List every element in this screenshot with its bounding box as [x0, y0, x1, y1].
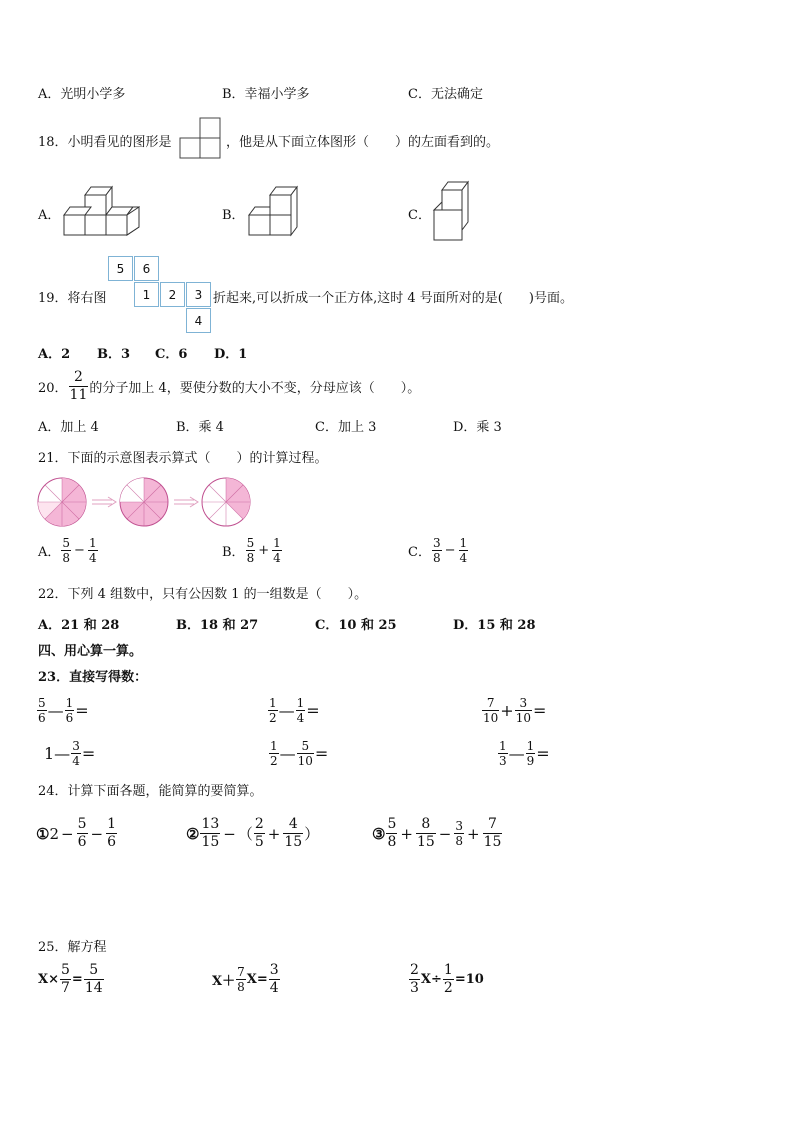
q20-stem — [38, 369, 420, 404]
fraction-denominator: 8 — [455, 834, 463, 848]
fraction — [106, 816, 117, 851]
fraction-numerator: 1 — [270, 739, 278, 753]
equals-sign: = — [532, 701, 547, 720]
fraction-denominator: 6 — [65, 711, 74, 725]
fraction-denominator: 4 — [459, 551, 468, 565]
fraction-denominator: 4 — [273, 551, 281, 565]
operator: − — [438, 824, 452, 843]
q18-option-c-figure — [430, 180, 478, 244]
q24-text: 24．计算下面各题，能简算的要简算。 — [38, 784, 263, 799]
q19-label: 19．将右图 — [38, 291, 107, 306]
operator: − — [61, 824, 74, 843]
q23-item — [36, 696, 89, 725]
fraction-numerator: 5 — [62, 536, 71, 550]
fraction — [37, 696, 47, 725]
fraction-denominator: 11 — [69, 387, 88, 403]
fraction — [272, 536, 282, 565]
fraction-denominator: 6 — [107, 834, 116, 850]
fraction-numerator: 1 — [443, 962, 453, 978]
fraction-denominator: 8 — [387, 834, 397, 850]
q17-option-a: A．光明小学多 — [38, 87, 126, 102]
q21-pie-diagram — [36, 476, 256, 528]
eq-sign: = — [71, 972, 83, 987]
fraction-denominator: 7 — [60, 980, 70, 996]
fraction-denominator: 6 — [77, 834, 87, 850]
fraction-denominator: 8 — [432, 551, 441, 565]
q19-option-d: D．1 — [214, 347, 248, 362]
paren: （ — [237, 825, 253, 843]
fraction-denominator: 2 — [270, 754, 278, 768]
operator: — — [278, 701, 295, 720]
expr-term: 2 — [49, 824, 59, 843]
circled-number: ① — [36, 824, 50, 843]
q18-text-a: 18．小明看见的图形是 — [38, 135, 172, 150]
fraction — [515, 696, 532, 725]
fraction-numerator: 1 — [459, 536, 468, 550]
fraction — [254, 816, 265, 851]
q18-option-b: B． — [222, 208, 245, 223]
fraction-numerator: 5 — [387, 816, 397, 832]
arrow-2 — [174, 497, 198, 507]
fraction-denominator: 8 — [62, 551, 71, 565]
q20-option-a: A．加上 4 — [38, 420, 99, 435]
fraction-denominator: 15 — [201, 834, 220, 850]
q19-option-c: C．6 — [155, 347, 188, 362]
operator: − — [444, 543, 456, 558]
fraction-denominator: 2 — [269, 711, 277, 725]
fraction-numerator: 5 — [60, 962, 70, 978]
eq-rhs: =10 — [454, 972, 484, 987]
pie-3 — [202, 478, 250, 526]
fraction-numerator: 5 — [89, 962, 99, 978]
operator: + — [500, 701, 514, 720]
operator: + — [267, 824, 281, 843]
fraction — [283, 816, 303, 851]
fraction-numerator: 2 — [410, 962, 419, 978]
net-cell: 4 — [186, 308, 211, 333]
eq-term: X= — [246, 972, 268, 987]
q21-option-c — [408, 536, 469, 565]
q25-eq-2 — [212, 962, 281, 997]
fraction — [297, 739, 314, 768]
circled-number: ② — [186, 824, 200, 843]
q19-option-a: A．2 — [38, 347, 71, 362]
fraction-numerator: 1 — [296, 696, 305, 710]
operator: — — [508, 744, 525, 763]
q23-item — [268, 739, 328, 768]
q24-expr-2 — [186, 816, 319, 851]
fraction-denominator: 2 — [443, 980, 453, 996]
fraction-numerator: 7 — [486, 696, 495, 710]
fraction-denominator: 8 — [237, 980, 245, 994]
q20-text: 的分子加上 4，要使分数的大小不变，分母应该（ ）。 — [89, 381, 421, 396]
fraction — [84, 962, 104, 997]
operator: + — [258, 543, 270, 558]
fraction-numerator: 4 — [288, 816, 298, 832]
fraction-denominator: 15 — [284, 834, 303, 850]
fraction-denominator: 4 — [72, 754, 80, 768]
equals-sign: = — [536, 744, 550, 763]
fraction — [236, 965, 246, 994]
equals-sign: = — [314, 744, 329, 763]
fraction-numerator: 1 — [65, 696, 74, 710]
expr-lead: 1— — [44, 744, 71, 763]
q21-option-a — [38, 536, 99, 565]
fraction-numerator: 3 — [519, 696, 528, 710]
operator: + — [400, 824, 413, 843]
fraction-numerator: 5 — [38, 696, 46, 710]
q23-item — [481, 696, 546, 725]
fraction-denominator: 5 — [254, 834, 264, 850]
fraction-denominator: 8 — [246, 551, 255, 565]
q22-text: 22．下列 4 组数中，只有公因数 1 的一组数是（ ）。 — [38, 587, 368, 602]
operator: + — [467, 824, 480, 843]
q20-option-d: D．乘 3 — [453, 420, 502, 435]
operator: − — [74, 543, 85, 558]
fraction — [65, 696, 75, 725]
fraction-numerator: 1 — [107, 816, 116, 832]
q23-item — [44, 739, 95, 768]
fraction-numerator: 5 — [246, 536, 255, 550]
net-cell: 5 — [108, 256, 133, 281]
fraction-denominator: 10 — [297, 754, 313, 768]
q22-option-a: A．21 和 28 — [38, 618, 120, 633]
fraction — [77, 816, 88, 851]
fraction — [296, 696, 306, 725]
operator: — — [47, 701, 64, 720]
q18-option-a: A． — [38, 208, 61, 223]
fraction — [459, 536, 469, 565]
fraction — [416, 816, 436, 851]
q21-option-b — [222, 536, 283, 565]
fraction — [483, 816, 503, 851]
eq-term: X× — [38, 972, 59, 987]
circled-number: ③ — [372, 824, 386, 843]
net-cell: 3 — [186, 282, 211, 307]
q18-view-figure — [178, 116, 224, 160]
fraction-numerator: 1 — [526, 739, 535, 753]
fraction-numerator: 5 — [77, 816, 87, 832]
q23-item — [497, 739, 550, 768]
equals-sign: = — [306, 701, 320, 720]
q25-eq-3 — [408, 962, 484, 997]
fraction — [60, 962, 71, 997]
q22-option-b: B．18 和 27 — [176, 618, 259, 633]
q25-text: 25．解方程 — [38, 940, 107, 955]
paren: ） — [304, 825, 320, 843]
fraction — [88, 536, 98, 565]
fraction — [432, 536, 442, 565]
q23-item — [267, 696, 320, 725]
q24-expr-3 — [372, 816, 503, 851]
section-heading: 四、用心算一算。 — [38, 644, 143, 659]
fraction-numerator: 2 — [74, 369, 83, 385]
q20-number: 20． — [38, 381, 68, 396]
fraction — [246, 536, 256, 565]
fraction-numerator: 7 — [488, 816, 497, 832]
fraction-denominator: 4 — [88, 551, 97, 565]
q24-expr-1 — [36, 816, 118, 851]
fraction-numerator: 3 — [432, 536, 441, 550]
q19-text: 折起来,可以折成一个正方体,这时 4 号面所对的是( )号面。 — [213, 291, 573, 306]
net-cell: 1 — [134, 282, 159, 307]
option-label: A． — [38, 545, 61, 560]
fraction-numerator: 1 — [499, 739, 507, 753]
operator: − — [90, 824, 104, 843]
q22-option-c: C．10 和 25 — [315, 618, 397, 633]
fraction-denominator: 10 — [515, 711, 531, 725]
fraction-denominator: 3 — [499, 754, 507, 768]
fraction-numerator: 1 — [269, 696, 277, 710]
equals-sign: = — [75, 701, 89, 720]
fraction — [71, 739, 81, 768]
fraction-numerator: 1 — [88, 536, 97, 550]
fraction-numerator: 1 — [273, 536, 281, 550]
fraction — [269, 739, 279, 768]
eq-term: X÷ — [420, 972, 442, 987]
fraction — [526, 739, 536, 768]
eq-term: X＋ — [212, 974, 236, 989]
fraction-numerator: 5 — [301, 739, 310, 753]
net-cell: 6 — [134, 256, 159, 281]
fraction-denominator: 4 — [269, 980, 279, 996]
pie-2 — [120, 478, 168, 526]
q25-eq-1 — [38, 962, 105, 997]
fraction-denominator: 15 — [416, 834, 435, 850]
operator: — — [279, 744, 296, 763]
fraction-denominator: 3 — [410, 980, 419, 996]
fraction-denominator: 14 — [84, 980, 103, 996]
fraction — [200, 816, 220, 851]
fraction-numerator: 3 — [455, 819, 463, 833]
q18-option-b-figure — [245, 183, 305, 241]
q19-cube-net — [108, 256, 212, 334]
fraction — [409, 962, 420, 997]
net-cell: 2 — [160, 282, 185, 307]
equals-sign: = — [81, 744, 96, 763]
fraction-denominator: 10 — [483, 711, 499, 725]
fraction-denominator: 15 — [483, 834, 502, 850]
fraction-denominator: 6 — [38, 711, 46, 725]
fraction — [269, 962, 280, 997]
operator: − — [223, 824, 236, 843]
option-label: B． — [222, 545, 245, 560]
fraction — [454, 819, 464, 848]
fraction-numerator: 13 — [201, 816, 220, 832]
pie-1 — [38, 478, 86, 526]
q18-option-a-figure — [60, 183, 150, 241]
fraction-numerator: 3 — [72, 739, 80, 753]
fraction-numerator: 2 — [254, 816, 264, 832]
fraction-denominator: 4 — [296, 711, 305, 725]
fraction-numerator: 7 — [237, 965, 245, 979]
q18-option-c: C． — [408, 208, 431, 223]
fraction — [482, 696, 499, 725]
fraction — [498, 739, 508, 768]
fraction-numerator: 8 — [421, 816, 431, 832]
q21-text: 21．下面的示意图表示算式（ ）的计算过程。 — [38, 451, 328, 466]
fraction — [268, 696, 278, 725]
fraction — [61, 536, 71, 565]
fraction — [386, 816, 397, 851]
q20-fraction — [69, 369, 89, 404]
fraction-denominator: 9 — [526, 754, 535, 768]
fraction-numerator: 3 — [269, 962, 279, 978]
q17-option-b: B．幸福小学多 — [222, 87, 310, 102]
q19-option-b: B．3 — [97, 347, 131, 362]
q18-text-b: ，他是从下面立体图形（ ）的左面看到的。 — [226, 135, 500, 150]
arrow-1 — [92, 497, 116, 507]
q22-option-d: D．15 和 28 — [453, 618, 536, 633]
q20-option-b: B．乘 4 — [176, 420, 224, 435]
q23-text: 23．直接写得数： — [38, 670, 148, 685]
q20-option-c: C．加上 3 — [315, 420, 377, 435]
fraction — [443, 962, 454, 997]
option-label: C． — [408, 545, 431, 560]
q17-option-c: C．无法确定 — [408, 87, 483, 102]
